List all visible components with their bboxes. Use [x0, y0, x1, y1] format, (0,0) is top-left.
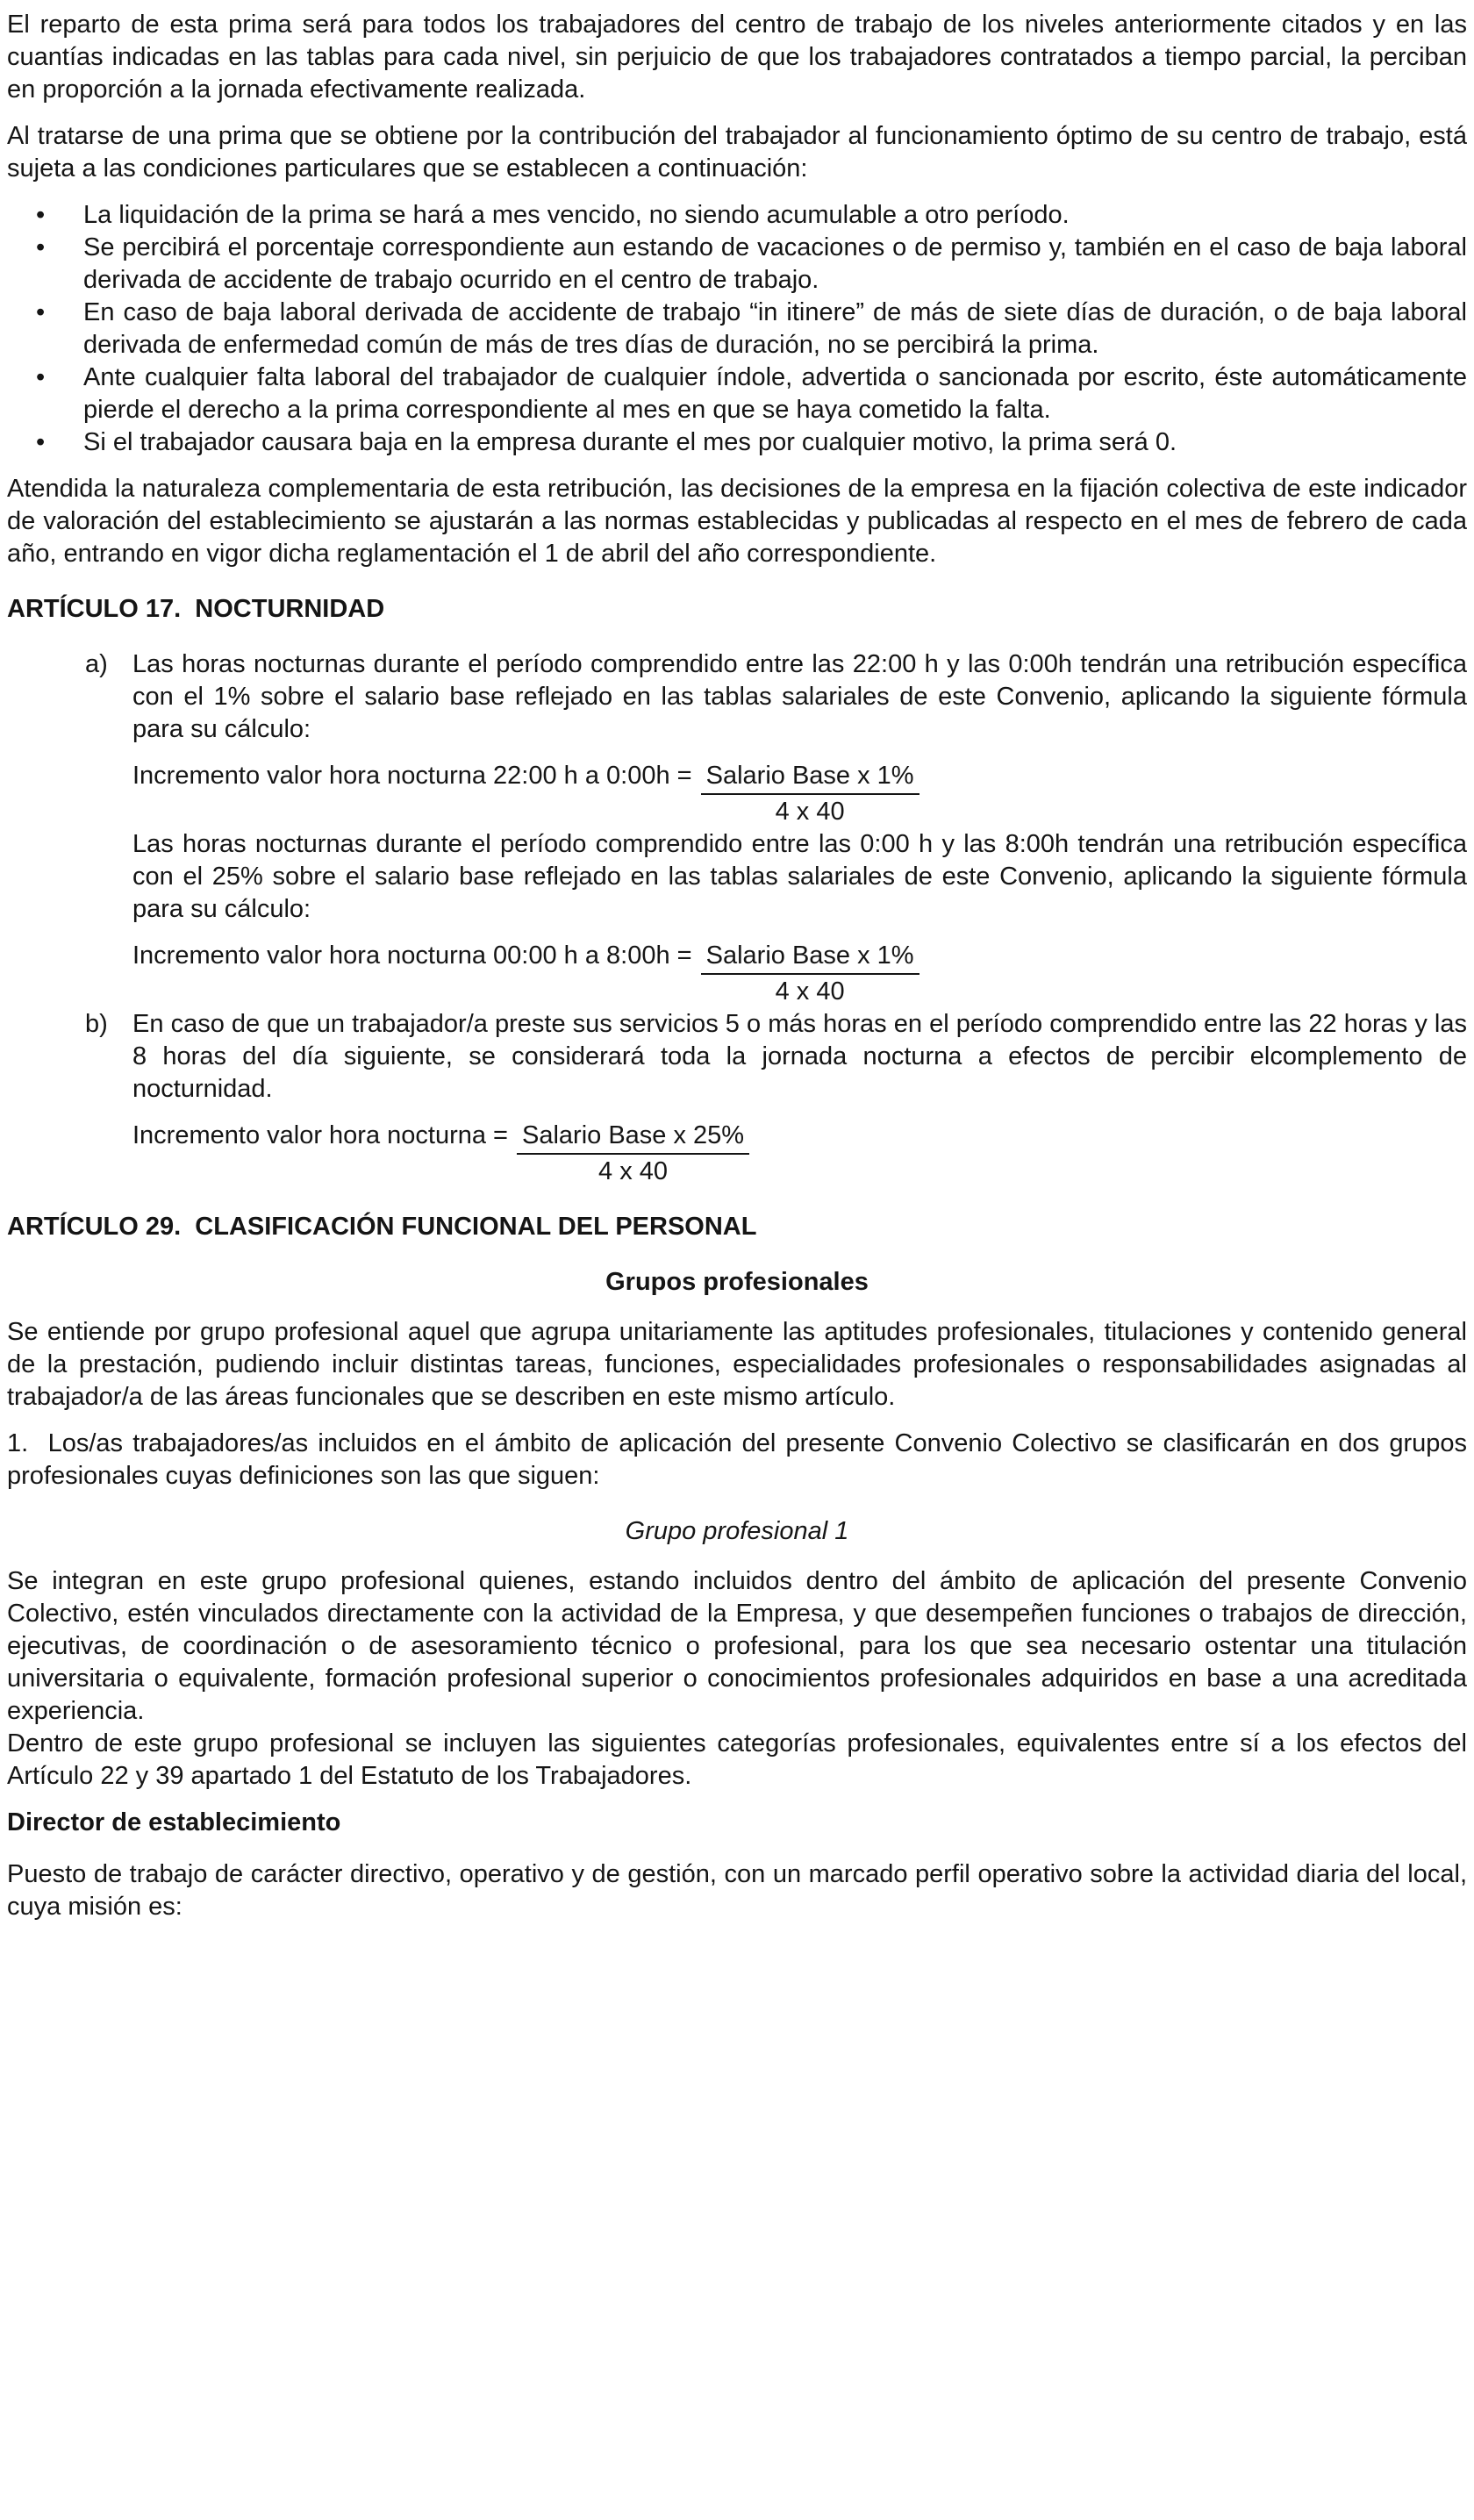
- bullet-list-item: [7, 426, 1467, 459]
- paragraph-intro-2: Al tratarse de una prima que se obtiene por la contribución del trabajador al funcionamiento óptimo de su centro de trabajo, está sujeta a las condiciones particulares que se establecen a continuación:: [7, 122, 1467, 183]
- bullet-icon: •: [36, 428, 46, 456]
- bullet-item-text: La liquidación de la prima se hará a mes vencido, no siendo acumulable a otro período.: [83, 201, 1070, 229]
- list-item-b-body: [132, 1008, 1467, 1188]
- fraction-numerator: Salario Base x 25%: [517, 1120, 749, 1155]
- list-item-a-body: [132, 648, 1467, 1008]
- bullet-list-item: [7, 362, 1467, 426]
- formula-lhs: Incremento valor hora nocturna 22:00 h a 0:00h =: [132, 762, 692, 790]
- fraction: [701, 760, 919, 828]
- director-establecimiento-heading: Director de establecimiento: [7, 1808, 341, 1836]
- bullet-item-text: Si el trabajador causara baja en la empresa durante el mes por cualquier motivo, la prima será 0.: [83, 428, 1177, 456]
- formula-nocturna-general: [132, 1120, 1467, 1188]
- item-b-paragraph-1: En caso de que un trabajador/a preste sus servicios 5 o más horas en el período comprendido entre las 22 horas y las 8 horas del día siguiente, se considerará toda la jornada nocturna a efectos de percibir elcomplemento de nocturnidad.: [132, 1010, 1467, 1103]
- fraction: [701, 940, 919, 1008]
- formula-lhs: Incremento valor hora nocturna =: [132, 1121, 508, 1149]
- grupo-profesional-1-heading: Grupo profesional 1: [625, 1517, 849, 1545]
- bullet-list-item: [7, 232, 1467, 297]
- fraction-numerator: Salario Base x 1%: [701, 760, 919, 795]
- paragraph-intro-1: El reparto de esta prima será para todos los trabajadores del centro de trabajo de los niveles anteriormente citados y en las cuantías indicadas en las tablas para cada nivel, sin perjuicio de que los trabajadores contratados a tiempo parcial, la perciban en proporción a la jornada efectivamente realizada.: [7, 11, 1467, 104]
- list-item-b-label: b): [85, 1010, 108, 1038]
- list-item-a-label: a): [85, 650, 108, 678]
- bullet-list-item: [7, 297, 1467, 362]
- bullet-item-text: En caso de baja laboral derivada de accidente de trabajo “in itinere” de más de siete días de duración, o de baja laboral derivada de enfermedad común de más de tres días de duración, no se percibirá la prima.: [83, 298, 1467, 359]
- fraction-denominator: 4 x 40: [775, 798, 845, 826]
- paragraph-normas: Atendida la naturaleza complementaria de esta retribución, las decisiones de la empresa en la fijación colectiva de este indicador de valoración del establecimiento se ajustarán a las normas establecidas y publicadas al respecto en el mes de febrero de cada año, entrando en vigor dicha reglamentación el 1 de abril del año correspondiente.: [7, 475, 1467, 568]
- bullet-icon: •: [36, 201, 46, 229]
- fraction-numerator: Salario Base x 1%: [701, 940, 919, 975]
- bullet-list-item: [7, 199, 1467, 232]
- fraction-denominator: 4 x 40: [598, 1157, 669, 1185]
- list-item-b: [7, 1008, 1467, 1188]
- article-17-heading: ARTÍCULO 17. NOCTURNIDAD: [7, 595, 385, 623]
- grupos-profesionales-heading: Grupos profesionales: [605, 1268, 869, 1296]
- bullet-item-text: Se percibirá el porcentaje correspondiente aun estando de vacaciones o de permiso y, también en el caso de baja laboral derivada de accidente de trabajo ocurrido en el centro de trabajo.: [83, 233, 1467, 294]
- formula-nocturna-22-0: [132, 760, 1467, 828]
- fraction-denominator: 4 x 40: [775, 977, 845, 1006]
- formula-nocturna-0-8: [132, 940, 1467, 1008]
- item-a-paragraph-1: Las horas nocturnas durante el período comprendido entre las 22:00 h y las 0:00h tendrán una retribución específica con el 1% sobre el salario base reflejado en las tablas salariales de este Convenio, aplicando la siguiente fórmula para su cálculo:: [132, 650, 1467, 743]
- bullet-icon: •: [36, 298, 46, 326]
- bullet-icon: •: [36, 233, 46, 261]
- paragraph-grupo1-categorias: Dentro de este grupo profesional se incluyen las siguientes categorías profesionales, equivalentes entre sí a los efectos del Artículo 22 y 39 apartado 1 del Estatuto de los Trabajadores.: [7, 1729, 1467, 1790]
- fraction: [517, 1120, 749, 1188]
- bullet-icon: •: [36, 363, 46, 391]
- paragraph-grupo1-descripcion: Se integran en este grupo profesional quienes, estando incluidos dentro del ámbito de aplicación del presente Convenio Colectivo, estén vinculados directamente con la actividad de la Empresa, y que desempeñen funciones o trabajos de dirección, ejecutivas, de coordinación o de asesoramiento técnico o profesional, para los que sea necesario ostentar una titulación universitaria o equivalente, formación profesional superior o conocimientos profesionales adquiridos en base a una acreditada experiencia.: [7, 1567, 1467, 1725]
- item-a-paragraph-2: Las horas nocturnas durante el período comprendido entre las 0:00 h y las 8:00h tendrán una retribución específica con el 25% sobre el salario base reflejado en las tablas salariales de este Convenio, aplicando la siguiente fórmula para su cálculo:: [132, 830, 1467, 923]
- paragraph-grupo-definicion: Se entiende por grupo profesional aquel que agrupa unitariamente las aptitudes profesionales, titulaciones y contenido general de la prestación, pudiendo incluir distintas tareas, funciones, especialidades profesionales o responsabilidades asignadas al trabajador/a de las áreas funcionales que se describen en este mismo artículo.: [7, 1318, 1467, 1411]
- article-29-heading: ARTÍCULO 29. CLASIFICACIÓN FUNCIONAL DEL PERSONAL: [7, 1213, 757, 1241]
- list-item-a: [7, 648, 1467, 1008]
- bullet-item-text: Ante cualquier falta laboral del trabajador de cualquier índole, advertida o sancionada por escrito, éste automáticamente pierde el derecho a la prima correspondiente al mes en que se haya cometido la falta.: [83, 363, 1467, 424]
- formula-lhs: Incremento valor hora nocturna 00:00 h a 8:00h =: [132, 941, 692, 970]
- paragraph-director-descripcion: Puesto de trabajo de carácter directivo, operativo y de gestión, con un marcado perfil operativo sobre la actividad diaria del local, cuya misión es:: [7, 1860, 1467, 1921]
- paragraph-clasificacion: 1. Los/as trabajadores/as incluidos en el ámbito de aplicación del presente Convenio Colectivo se clasificarán en dos grupos profesionales cuyas definiciones son las que siguen:: [7, 1429, 1467, 1490]
- conditions-bullet-list: [7, 199, 1467, 459]
